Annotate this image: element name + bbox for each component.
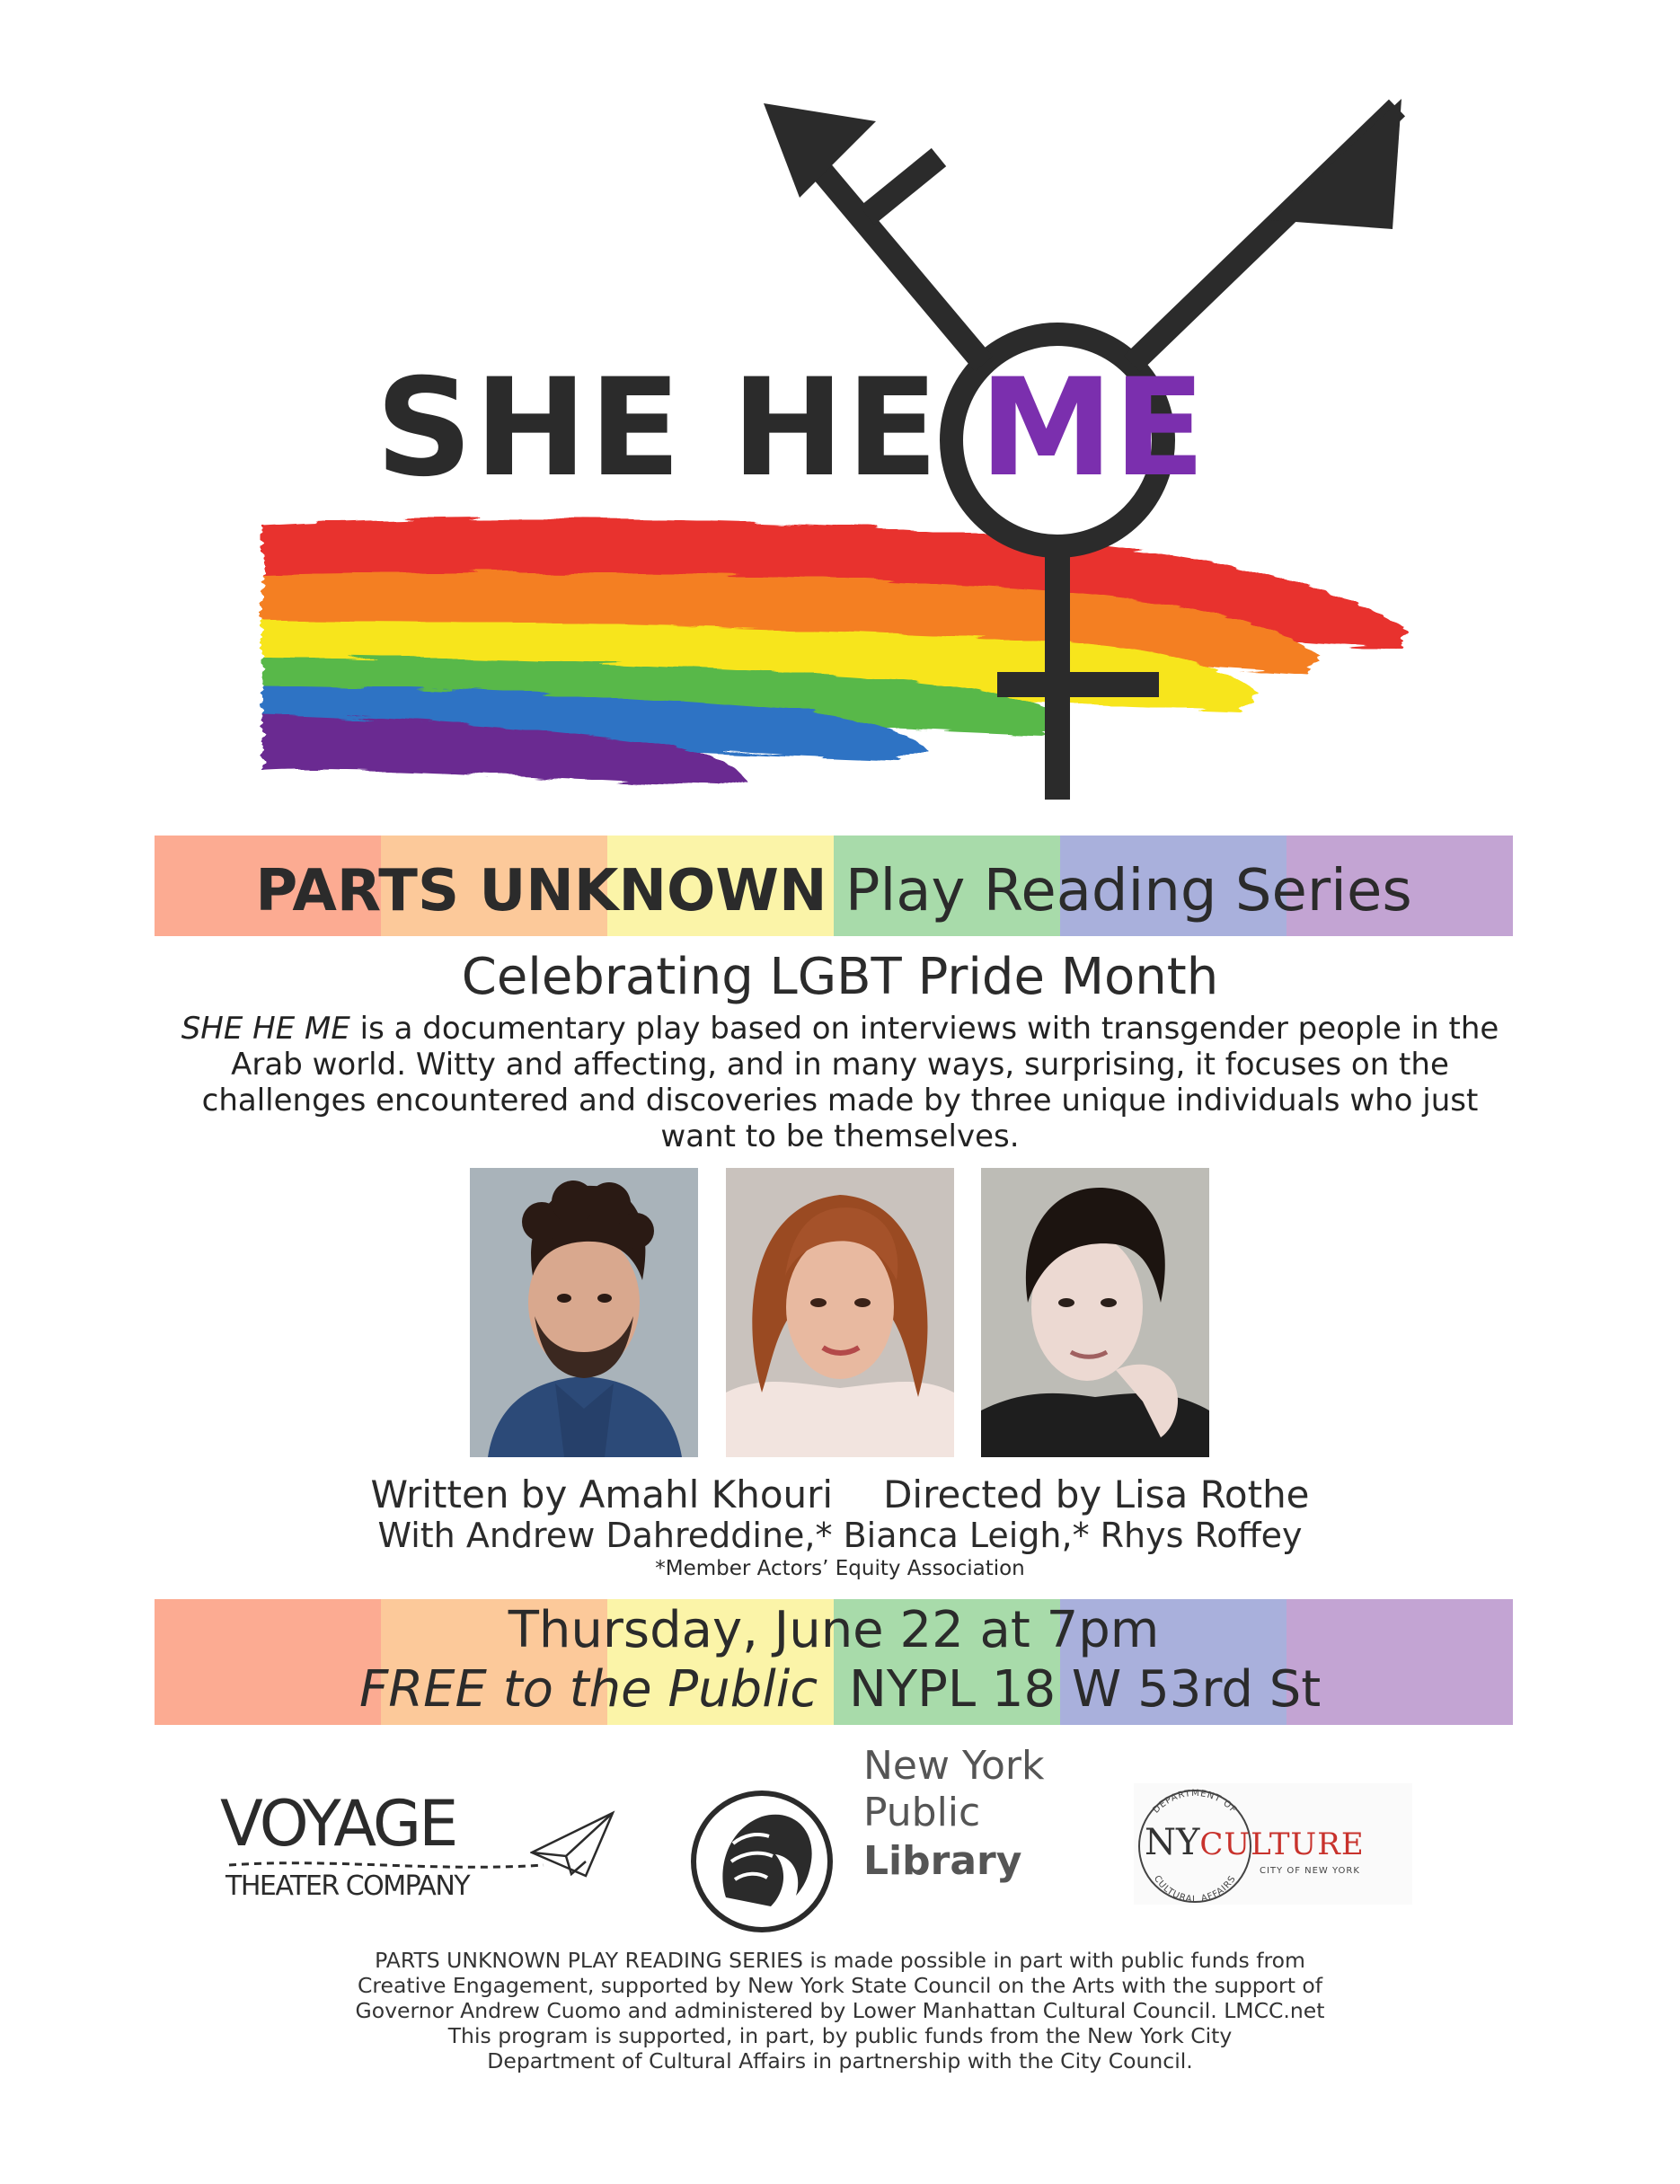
voyage-subtitle: THEATER COMPANY	[225, 1870, 470, 1902]
footer-line-5: Department of Cultural Affairs in partnership with the City Council.	[487, 2048, 1193, 2073]
event-venue: NYPL 18 W 53rd St	[849, 1660, 1322, 1719]
series-title	[155, 855, 1513, 927]
description-body: is a documentary play based on interviews with transgender people in the Arab world. Witty and affecting, and in many ways, surprising, it focuses on the challenges encountered and discoveries made by three unique individuals who just want to be themselves.	[201, 1011, 1499, 1154]
nyc-arc-top: DEPARTMENT OF	[1151, 1788, 1239, 1816]
nyc-wordmark-ny: NY	[1145, 1822, 1200, 1863]
headshot-writer-photo	[470, 1168, 698, 1457]
play-title-accent: ME	[979, 350, 1206, 507]
credits-line	[0, 1472, 1680, 1518]
cast-credit: With Andrew Dahreddine,* Bianca Leigh,* Rhys Roffey	[377, 1516, 1303, 1555]
series-subtitle: Celebrating LGBT Pride Month	[461, 948, 1219, 1006]
writer-credit: Written by Amahl Khouri	[370, 1472, 834, 1516]
footer-line-4: This program is supported, in part, by public funds from the New York City	[447, 2023, 1233, 2048]
nyc-culture-logo	[1134, 1783, 1412, 1905]
play-title: SHE HE	[376, 350, 941, 507]
nypl-lion-icon	[690, 1790, 834, 1933]
svg-text:DEPARTMENT OF	[1151, 1789, 1238, 1816]
voyage-wordmark: VOYAGE	[220, 1787, 456, 1861]
equity-note: *Member Actors’ Equity Association	[655, 1557, 1025, 1580]
footer-line-2: Creative Engagement, supported by New York State Council on the Arts with the support of	[357, 1973, 1323, 1998]
paper-plane-icon	[530, 1809, 615, 1881]
footer-line-1: PARTS UNKNOWN PLAY READING SERIES is made possible in part with public funds from	[375, 1948, 1305, 1973]
nypl-text-line2: Public	[863, 1790, 981, 1835]
nypl-text-line1: New York	[863, 1743, 1045, 1789]
play-description	[180, 1011, 1500, 1154]
nyc-arc-bottom: CULTURAL AFFAIRS	[1151, 1873, 1239, 1905]
nyc-wordmark	[1145, 1821, 1365, 1866]
series-name-rest: Play Reading Series	[827, 858, 1412, 924]
event-price: FREE to the Public	[359, 1660, 818, 1719]
voyage-theater-logo	[220, 1788, 624, 1905]
description-title: SHE HE ME	[181, 1011, 350, 1047]
headshot-actor-two-photo	[981, 1168, 1209, 1457]
rainbow-brushstroke	[262, 518, 1406, 785]
headshot-actor-photo	[726, 1168, 954, 1457]
nyc-city-label: CITY OF NEW YORK	[1260, 1866, 1360, 1876]
series-name-bold: PARTS UNKNOWN	[255, 858, 827, 924]
nyc-wordmark-culture: CULTURE	[1199, 1826, 1365, 1862]
funding-footer	[234, 1948, 1446, 2073]
event-date: Thursday, June 22 at 7pm	[508, 1601, 1160, 1659]
director-credit: Directed by Lisa Rothe	[883, 1472, 1310, 1516]
footer-line-3: Governor Andrew Cuomo and administered by Lower Manhattan Cultural Council. LMCC.net	[355, 1998, 1325, 2023]
nypl-logo	[690, 1743, 1049, 1941]
svg-text:CULTURAL AFFAIRS	[1152, 1874, 1238, 1905]
nypl-text-line3: Library	[863, 1838, 1022, 1884]
